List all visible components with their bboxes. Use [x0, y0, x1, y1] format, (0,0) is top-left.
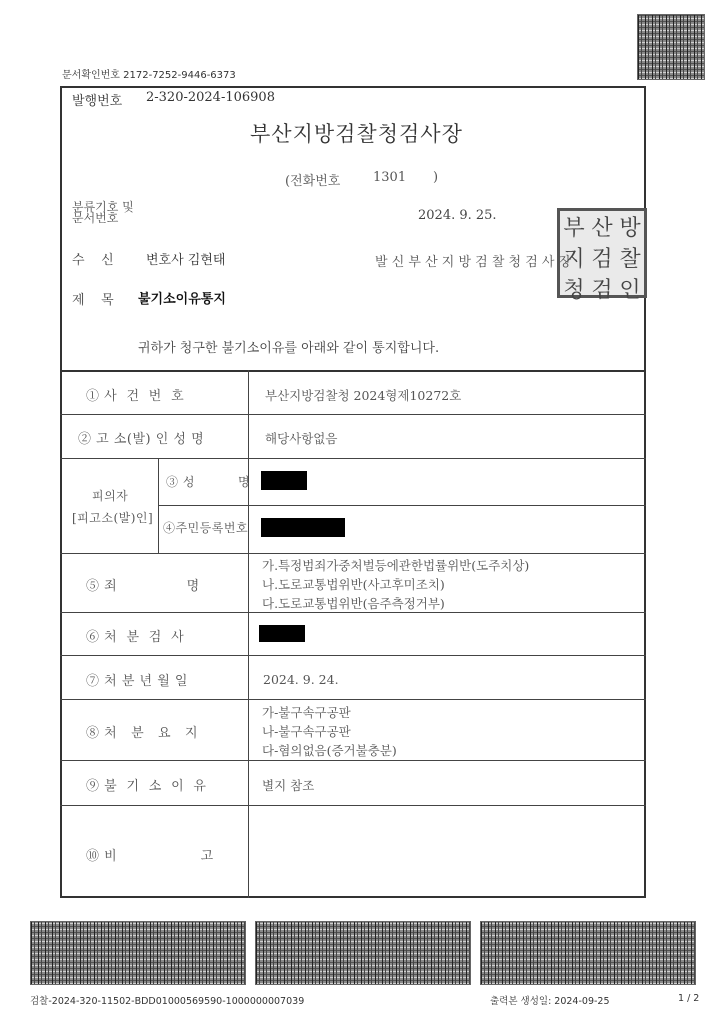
row-divider [60, 612, 646, 613]
seal-character: 검 [591, 247, 613, 272]
document-date: 2024. 9. 25. [418, 208, 497, 223]
phone-value: 1301 [373, 170, 407, 185]
suspect-sub-label: [피고소(발)인] [72, 511, 154, 525]
row-divider [60, 553, 646, 554]
sender: 발 신 부 산 지 방 검 찰 청 검 사 장 [375, 255, 572, 270]
case-number: 부산지방검찰청 2024형제10272호 [265, 388, 462, 403]
seal-character: 방 [619, 216, 641, 241]
seal-character: 인 [619, 278, 641, 303]
column-divider [248, 370, 249, 898]
recipient: 변호사 김현태 [146, 253, 226, 268]
footer-code: 검찰-2024-320-11502-BDD01000569590-1000000007039 [30, 996, 305, 1007]
row-divider [60, 760, 646, 761]
barcode-image [30, 921, 246, 985]
row-divider [158, 505, 646, 506]
subject: 불기소이유통지 [138, 292, 226, 307]
row-divider [60, 655, 646, 656]
disposition-gist-item: 가-불구속구공판 [262, 705, 351, 720]
crime-item: 다.도로교통법위반(음주측정거부) [262, 596, 445, 611]
agency-title: 부산지방검찰청검사장 [250, 122, 463, 146]
column-divider [158, 458, 159, 553]
qr-code-top [637, 14, 705, 80]
row-divider [60, 805, 646, 806]
name-label: ③ 성 명 [166, 475, 251, 489]
doc-check-number: 문서확인번호 2172-7252-9446-6373 [62, 70, 236, 81]
barcode-image [255, 921, 471, 985]
table-top-border [60, 370, 646, 372]
seal-character: 검 [591, 278, 613, 303]
suspect-label: 피의자 [92, 489, 129, 503]
page-number: 1 / 2 [678, 993, 700, 1004]
complainant-label: ② 고 소(발) 인 성 명 [78, 432, 205, 447]
crime-label: ⑤ 죄 명 [86, 579, 200, 594]
disposition-date: 2024. 9. 24. [263, 672, 339, 687]
row-divider [60, 414, 646, 415]
row-divider [60, 699, 646, 700]
reason: 별지 참조 [262, 778, 315, 793]
redacted-name [261, 471, 307, 490]
issue-number-label: 발행번호 [72, 94, 123, 109]
reason-label: ⑨ 불 기 소 이 유 [86, 779, 207, 794]
redacted-id-number [261, 518, 345, 537]
issue-number: 2-320-2024-106908 [146, 90, 275, 105]
disposition-gist-item: 나-불구속구공판 [262, 724, 351, 739]
seal-character: 산 [591, 216, 613, 241]
class-code-label: 분류기호 및 문서번호 [72, 200, 134, 225]
phone-close: ) [433, 170, 439, 185]
row-divider [60, 458, 646, 459]
barcode-image [480, 921, 696, 985]
remarks-label: ⑩ 비 고 [86, 849, 214, 864]
intro-text: 귀하가 청구한 불기소이유를 아래와 같이 통지합니다. [138, 341, 440, 356]
seal-character: 청 [563, 278, 585, 303]
subject-label: 제 목 [72, 293, 114, 308]
disposition-gist-item: 다-혐의없음(증거불충분) [262, 743, 397, 758]
complainant: 해당사항없음 [265, 431, 338, 446]
redacted-prosecutor [259, 625, 305, 642]
seal-character: 부 [563, 216, 585, 241]
prosecutor-label: ⑥ 처 분 검 사 [86, 630, 185, 645]
crime-item: 가.특정범죄가중처벌등에관한법률위반(도주치상) [262, 558, 530, 573]
id-number-label: ④주민등록번호 [163, 521, 249, 535]
disposition-gist-label: ⑧ 처 분 요 지 [86, 726, 199, 741]
footer-generated-date: 출력본 생성일: 2024-09-25 [490, 996, 610, 1007]
case-number-label: ① 사 건 번 호 [86, 389, 185, 404]
crime-item: 나.도로교통법위반(사고후미조치) [262, 577, 445, 592]
seal-character: 찰 [619, 247, 641, 272]
disposition-date-label: ⑦ 처 분 년 월 일 [86, 674, 188, 689]
recipient-label: 수 신 [72, 253, 114, 268]
seal-character: 지 [563, 247, 585, 272]
phone-label: (전화번호 [285, 174, 341, 189]
